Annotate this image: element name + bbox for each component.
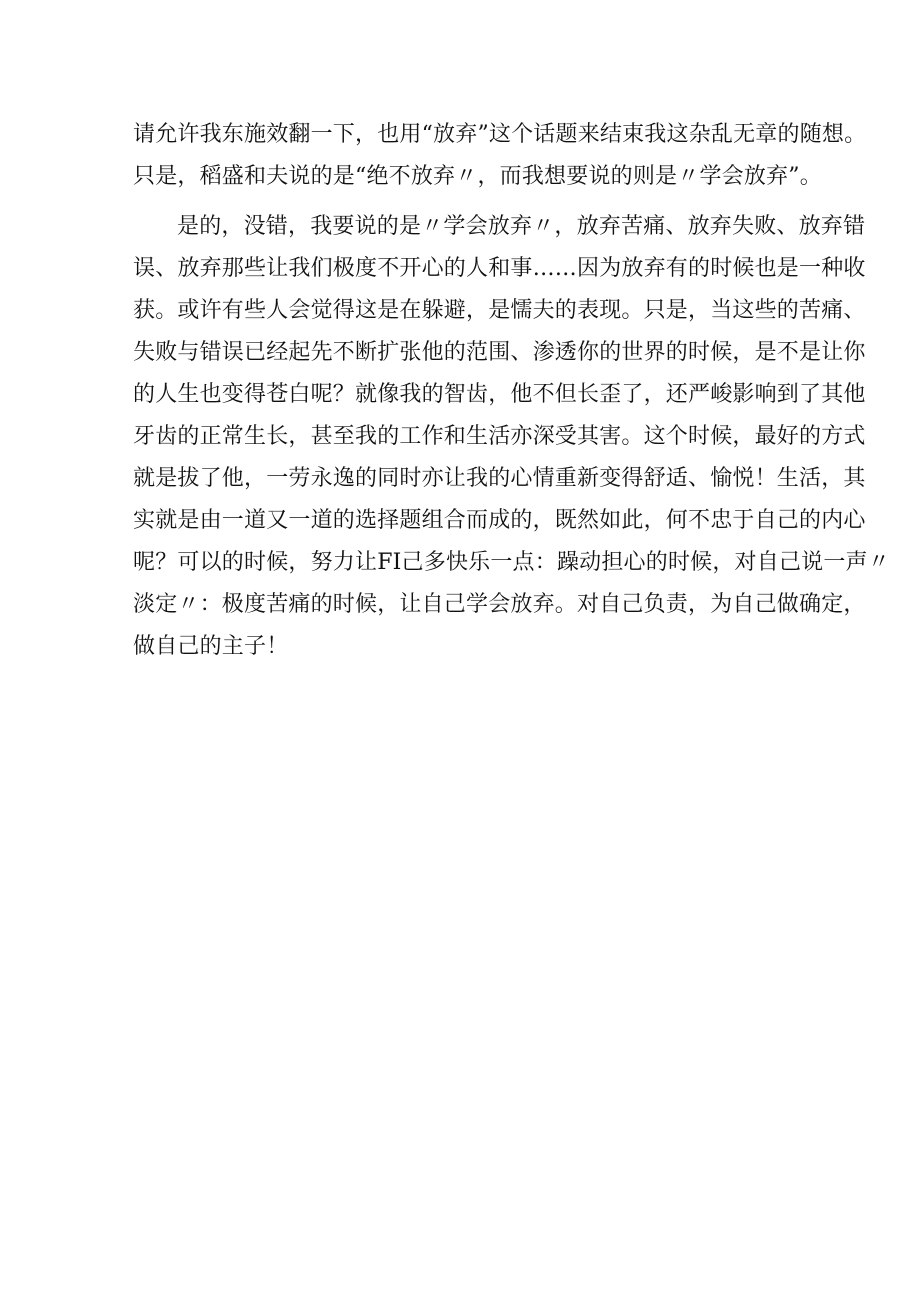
text-line-13: 做自己的主子！ (133, 634, 289, 659)
text-line-3: 是的，没错，我要说的是〃学会放弃〃，放弃苦痛、放弃失败、放弃错 (177, 214, 866, 239)
text-line-12: 淡定〃：极度苦痛的时候，让自己学会放弃。对自己负责，为自己做确定， (133, 592, 866, 617)
text-line-11: 呢？可以的时候，努力让FI己多快乐一点：躁动担心的时候，对自己说一声〃 (133, 550, 890, 575)
text-line-1: 请允许我东施效翻一下，也用“放弃”这个话题来结束我这杂乱无章的随想。 (133, 122, 867, 147)
text-line-10: 实就是由一道又一道的选择题组合而成的，既然如此，何不忠于自己的内心 (133, 508, 866, 533)
text-line-7: 的人生也变得苍白呢？就像我的智齿，他不但长歪了，还严峻影响到了其他 (133, 382, 866, 407)
text-line-8: 牙齿的正常生长，甚至我的工作和生活亦深受其害。这个时候，最好的方式 (133, 424, 866, 449)
document-body (133, 117, 890, 659)
text-line-6: 失败与错误已经起先不断扩张他的范围、渗透你的世界的时候，是不是让你 (133, 340, 866, 365)
text-line-9: 就是拔了他，一劳永逸的同时亦让我的心情重新变得舒适、愉悦！生活，其 (133, 466, 866, 491)
text-line-2: 只是，稻盛和夫说的是“绝不放弃〃，而我想要说的则是〃学会放弃”。 (133, 164, 822, 189)
text-line-5: 获。或许有些人会觉得这是在躲避，是懦夫的表现。只是，当这些的苦痛、 (133, 298, 866, 323)
text-line-4: 误、放弃那些让我们极度不开心的人和事……因为放弃有的时候也是一种收 (133, 256, 866, 281)
